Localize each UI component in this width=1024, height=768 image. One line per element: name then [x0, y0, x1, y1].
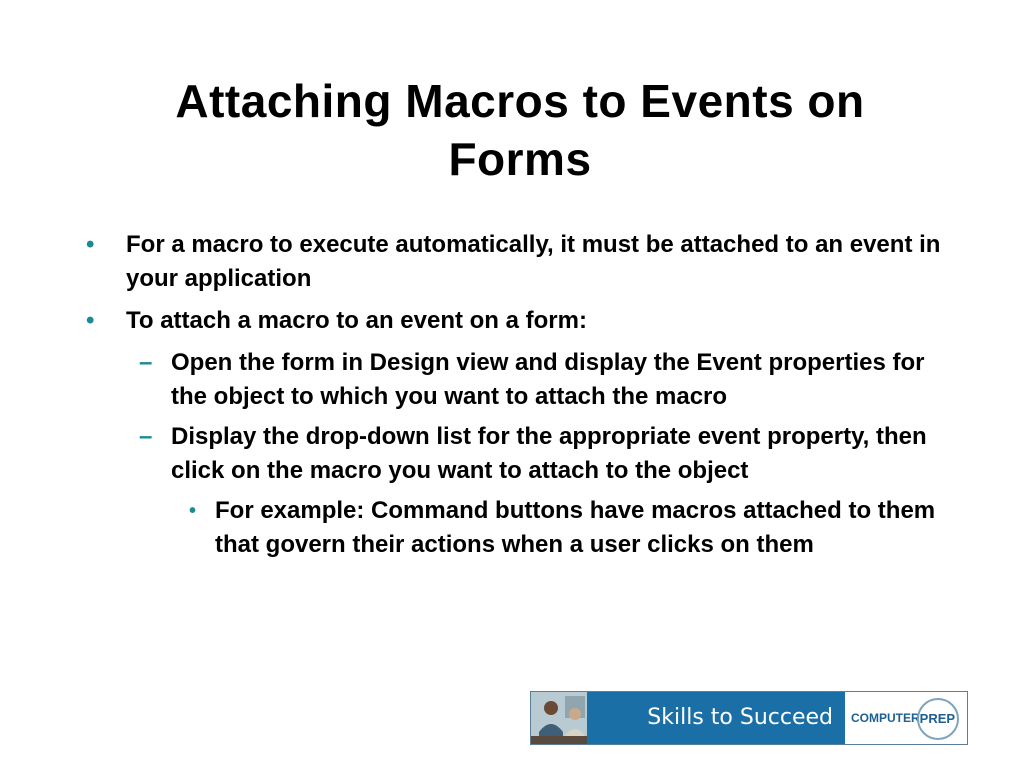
bullet-marker: • [86, 307, 95, 334]
bullet-text: To attach a macro to an event on a form: [126, 307, 587, 334]
slide-title [60, 72, 980, 188]
dash-marker: – [139, 423, 153, 450]
bullet-list [0, 228, 1024, 562]
bullet-marker: • [189, 500, 197, 522]
computer-prep-logo [845, 692, 967, 744]
slide-title-line-1: Attaching Macros to Events on [175, 75, 865, 127]
sub-bullet-item [139, 420, 961, 488]
banner-tagline: Skills to Succeed [587, 692, 845, 744]
dash-marker: – [139, 349, 153, 376]
slide-title-line-2: Forms [448, 133, 592, 185]
sub-sub-bullet-item [189, 494, 970, 562]
people-photo-icon [531, 692, 587, 744]
bullet-text: Open the form in Design view and display the Event properties for the object to which you want to attach the macro [171, 349, 925, 410]
bullet-text: For a macro to execute automatically, it must be attached to an event in your application [126, 231, 941, 292]
bullet-item [86, 304, 946, 338]
logo-word-prep: PREP [919, 710, 956, 726]
bullet-marker: • [86, 231, 95, 258]
branding-banner [530, 691, 968, 745]
bullet-text: For example: Command buttons have macros attached to them that govern their actions when a user clicks on them [215, 497, 936, 558]
bullet-text: Display the drop-down list for the appropriate event property, then click on the macro you want to attach to the object [171, 423, 927, 484]
sub-bullet-item [139, 346, 961, 414]
bullet-item [86, 228, 946, 296]
logo-word-computer: COMPUTER [851, 711, 920, 725]
